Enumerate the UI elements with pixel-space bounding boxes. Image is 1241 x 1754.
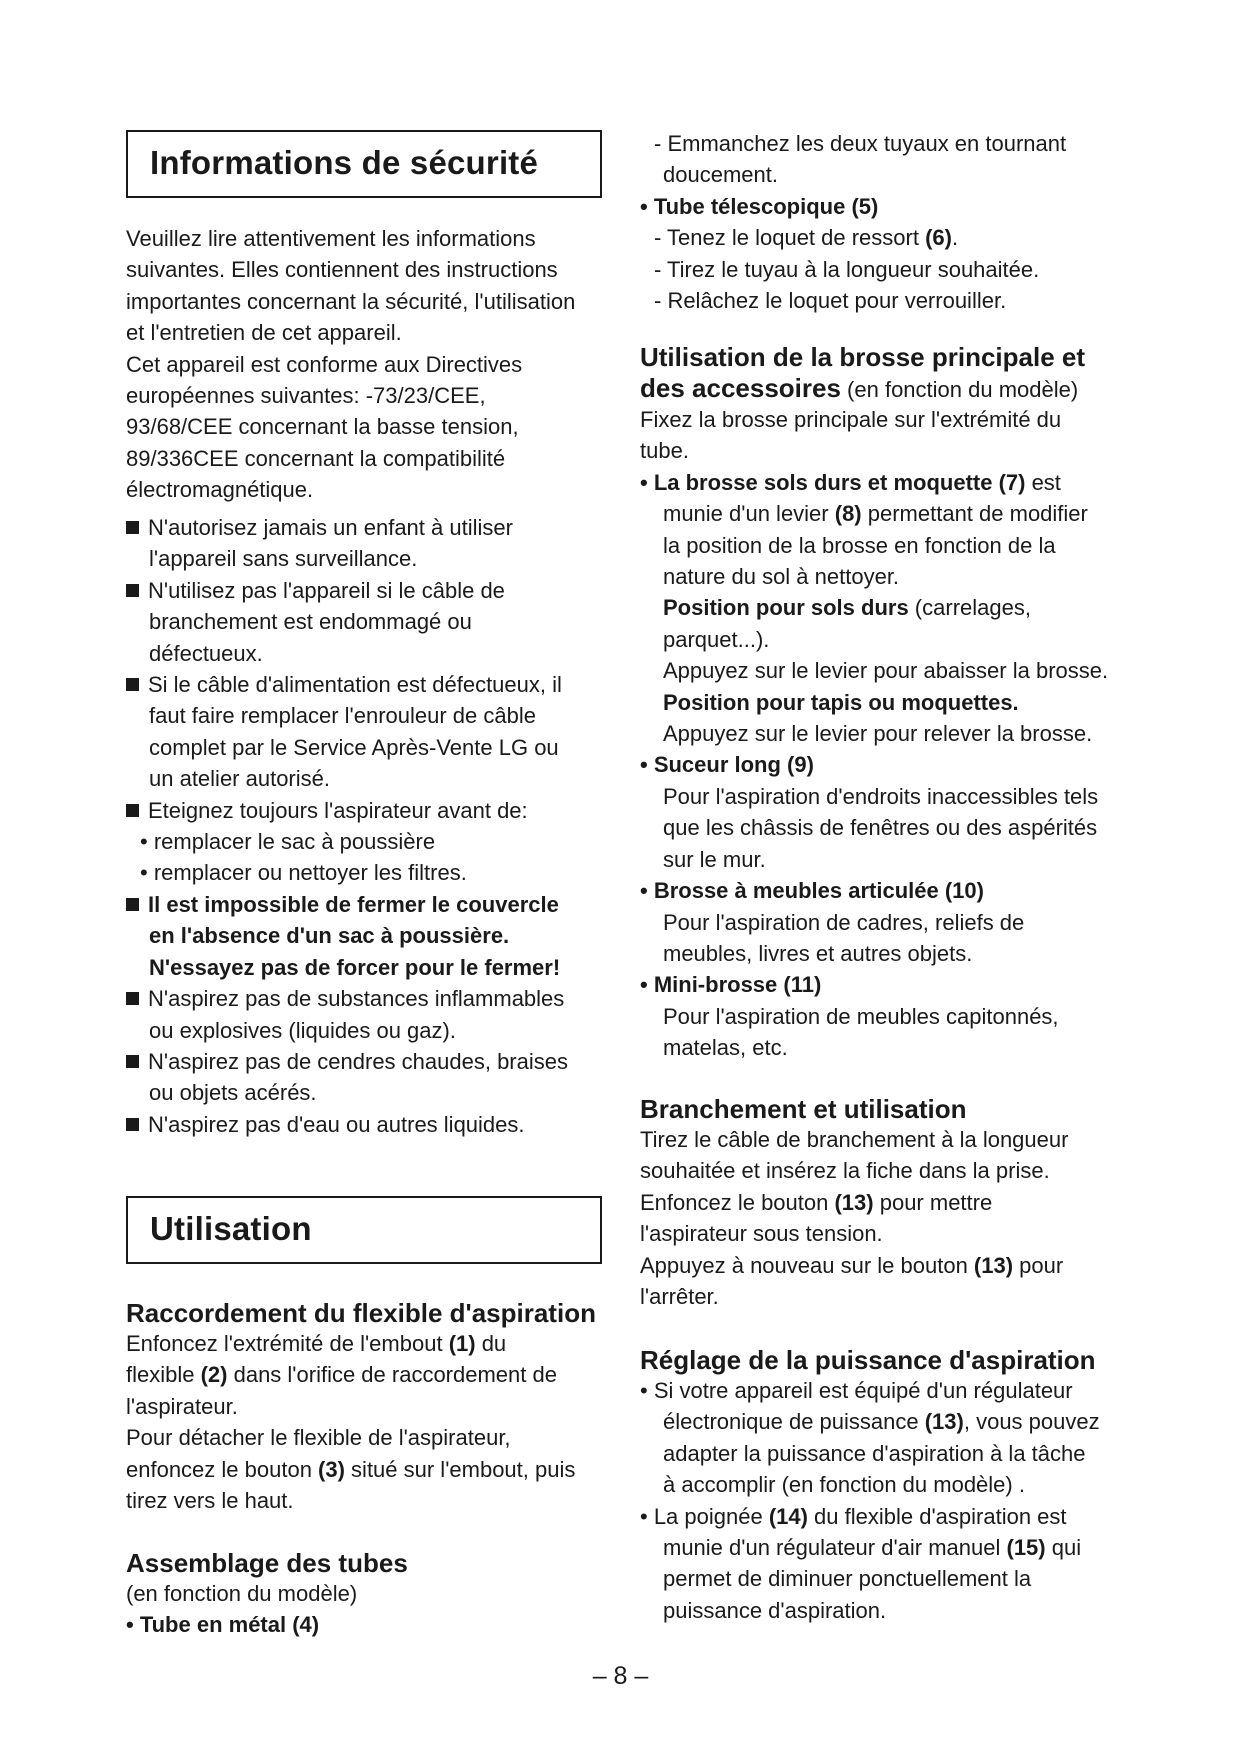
warning-line: ou explosives (liquides ou gaz). <box>149 1017 456 1043</box>
metal-tube-item: • Tube en métal (4) <box>126 1612 320 1638</box>
power-heading: Réglage de la puissance d'aspiration <box>640 1345 1096 1375</box>
metal-tube-steps: - Emmanchez les deux tuyaux en tournant doucement. • Tube télescopique (5) - Tenez le loquet de ressort (6). - Tirez le tuyau à la longueur souhaitée. - Relâchez le loquet pour verrouiller. <box>640 131 1067 314</box>
intro-line: 93/68/CEE concernant la basse tension, <box>126 414 519 440</box>
warning-line: l'appareil sans surveillance. <box>149 546 418 572</box>
warning-subitem: • remplacer le sac à poussière <box>140 829 436 855</box>
hose-paragraph: Enfoncez l'extrémité de l'embout (1) du flexible (2) dans l'orifice de raccordement de l'aspirateur. Pour détacher le flexible de l'aspirateur, enfoncez le bouton (3) situé sur l'embout, puis tirez vers le haut. <box>126 1331 576 1514</box>
warning-line: complet par le Service Après-Vente LG ou <box>149 734 559 760</box>
telescopic-tube-heading: • Tube télescopique (5) <box>640 193 879 219</box>
square-bullet-icon <box>126 521 139 534</box>
hose-heading: Raccordement du flexible d'aspiration <box>126 1298 596 1328</box>
intro-line: européennes suivantes: -73/23/CEE, <box>126 383 486 409</box>
safety-warnings <box>126 512 568 1140</box>
square-bullet-icon <box>126 898 139 911</box>
square-bullet-icon <box>126 1118 139 1131</box>
warning-subitem: • remplacer ou nettoyer les filtres. <box>140 860 467 886</box>
square-bullet-icon <box>126 992 139 1005</box>
warning-item: Eteignez toujours l'aspirateur avant de: <box>126 795 568 826</box>
warning-item: N'aspirez pas de substances inflammables <box>126 983 568 1014</box>
mini-brush-heading: • Mini-brosse (11) <box>640 972 822 998</box>
warning-line: branchement est endommagé ou <box>149 609 472 635</box>
tubes-paragraph: (en fonction du modèle) • Tube en métal (4) <box>126 1578 357 1641</box>
crevice-heading: • Suceur long (9) <box>640 752 814 778</box>
intro-line: importantes concernant la sécurité, l'utilisation <box>126 288 576 314</box>
warning-item: N'aspirez pas d'eau ou autres liquides. <box>126 1109 568 1140</box>
safety-title: Informations de sécurité <box>150 144 539 181</box>
brush-heading: Utilisation de la brosse principale et des accessoires (en fonction du modèle) <box>640 342 1086 403</box>
page-number: – 8 – <box>592 1662 649 1690</box>
warning-item: N'aspirez pas de cendres chaudes, braises <box>126 1046 568 1077</box>
tubes-heading: Assemblage des tubes <box>126 1548 408 1578</box>
warning-line: faut faire remplacer l'enrouleur de câble <box>149 703 536 729</box>
square-bullet-icon <box>126 584 139 597</box>
square-bullet-icon <box>126 1055 139 1068</box>
intro-line: suivantes. Elles contiennent des instructions <box>126 257 558 283</box>
square-bullet-icon <box>126 678 139 691</box>
warning-line: défectueux. <box>149 640 263 666</box>
usage-title: Utilisation <box>150 1210 312 1247</box>
warning-item: Si le câble d'alimentation est défectueux, il <box>126 669 568 700</box>
power-paragraph: • Si votre appareil est équipé d'un régulateur électronique de puissance (13), vous pouvez adapter la puissance d'aspiration à la tâche à accomplir (en fonction du modèle) . • La poignée (14) du flexible d'aspiration est munie d'un régulateur d'air manuel (15) qui permet de diminuer ponctuellement la puissance d'aspiration. <box>640 1378 1100 1623</box>
usage-title-box <box>126 1196 602 1264</box>
warning-item: N'utilisez pas l'appareil si le câble de <box>126 575 568 606</box>
intro-line: et l'entretien de cet appareil. <box>126 320 402 346</box>
warning-item: N'autorisez jamais un enfant à utiliser <box>126 512 568 543</box>
intro-line: électromagnétique. <box>126 477 314 503</box>
warning-line: un atelier autorisé. <box>149 766 330 792</box>
intro-line: Veuillez lire attentivement les informations <box>126 226 536 251</box>
intro-line: Cet appareil est conforme aux Directives <box>126 351 523 377</box>
warning-line: ou objets acérés. <box>149 1080 317 1106</box>
safety-title-box <box>126 130 602 198</box>
warning-line-bold: N'essayez pas de forcer pour le fermer! <box>149 954 561 980</box>
intro-line: 89/336CEE concernant la compatibilité <box>126 445 506 471</box>
warning-item-bold: Il est impossible de fermer le couvercle <box>126 889 568 920</box>
square-bullet-icon <box>126 804 139 817</box>
plug-paragraph: Tirez le câble de branchement à la longueur souhaitée et insérez la fiche dans la prise. Enfoncez le bouton (13) pour mettre l'aspirateur sous tension. Appuyez à nouveau sur le bouton (13) pour l'arrêter. <box>640 1127 1069 1310</box>
warning-line-bold: en l'absence d'un sac à poussière. <box>149 923 510 949</box>
brush-paragraph: Fixez la brosse principale sur l'extrémité du tube. • La brosse sols durs et moquette (7) est munie d'un levier (8) permettant de modifier la position de la brosse en fonction de la nature du sol à nettoyer. Position pour sols durs (carrelages, parquet...). Appuyez sur le levier pour abaisser la brosse. Position pour tapis ou moquettes. Appuyez sur le levier pour relever la brosse. • Suceur long (9) Pour l'aspiration d'endroits inaccessibles tels que les châssis de fenêtres ou des aspérités sur le mur. • Brosse à meubles articulée (10) Pour l'aspiration de cadres, reliefs de meubles, livres et autres objets. • Mini-brosse (11) Pour l'aspiration de meubles capitonnés, matelas, etc. <box>640 407 1109 1061</box>
plug-heading: Branchement et utilisation <box>640 1094 967 1124</box>
safety-intro <box>126 223 575 506</box>
furniture-brush-heading: • Brosse à meubles articulée (10) <box>640 878 984 904</box>
